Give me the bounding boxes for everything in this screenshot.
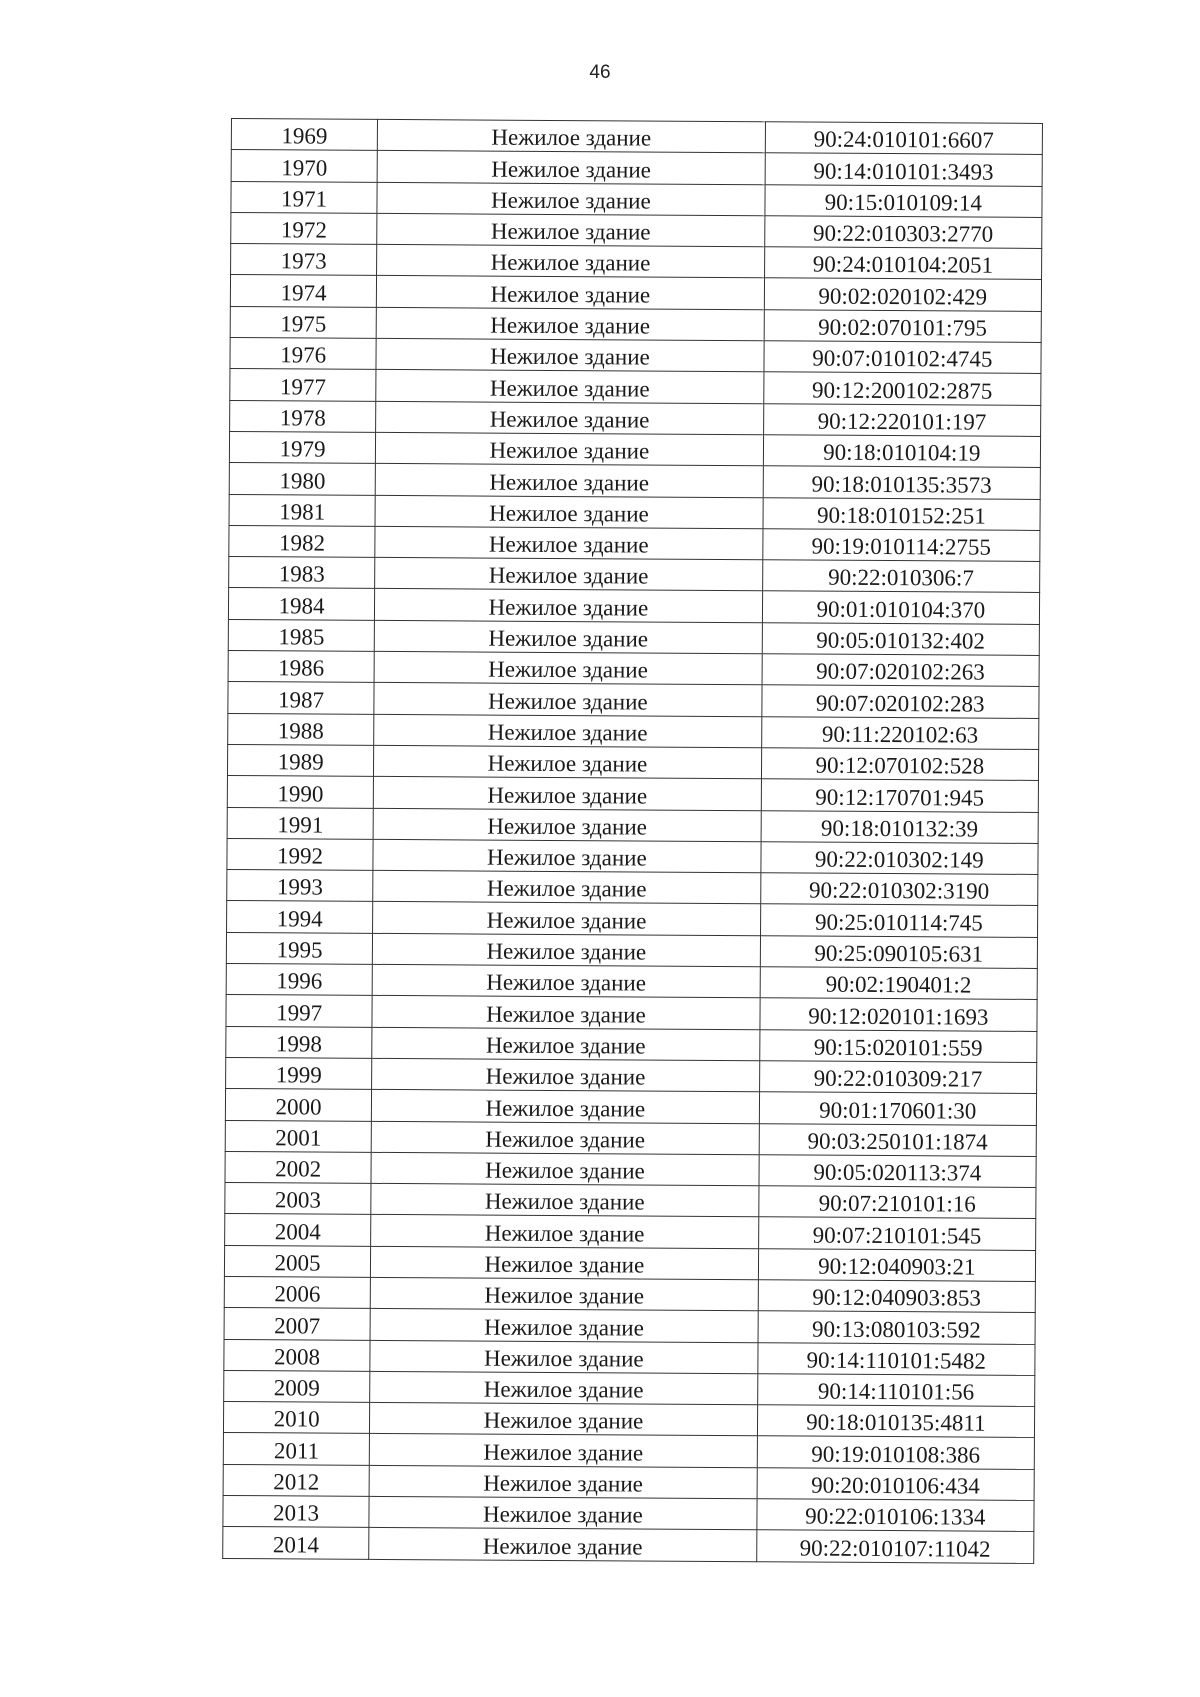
page-number: 46 [589,62,611,83]
object-type-cell: Нежилое здание [375,558,763,592]
cadastral-number-cell: 90:22:010303:2770 [764,216,1042,249]
cadastral-number-cell: 90:07:210101:545 [758,1217,1036,1250]
row-number-cell: 1969 [231,119,377,151]
row-number-cell: 2004 [225,1214,371,1246]
object-type-cell: Нежилое здание [372,996,760,1030]
cadastral-number-cell: 90:12:040903:21 [758,1248,1036,1281]
cadastral-number-cell: 90:22:010302:3190 [760,873,1038,906]
object-type-cell: Нежилое здание [377,276,765,310]
cadastral-number-cell: 90:18:010135:4811 [757,1405,1035,1438]
object-type-cell: Нежилое здание [371,1215,759,1249]
row-number-cell: 1990 [227,776,373,808]
cadastral-number-cell: 90:02:070101:795 [764,310,1042,343]
object-type-cell: Нежилое здание [370,1340,758,1374]
cadastral-number-cell: 90:14:010101:3493 [765,153,1043,186]
row-number-cell: 1978 [230,400,376,432]
row-number-cell: 1989 [227,744,373,776]
object-type-cell: Нежилое здание [371,1183,759,1217]
table-row [229,494,1040,530]
object-type-cell: Нежилое здание [371,1121,759,1155]
row-number-cell: 2009 [224,1370,370,1402]
table-row [229,557,1040,593]
object-type-cell: Нежилое здание [370,1277,758,1311]
row-number-cell: 2002 [225,1151,371,1183]
row-number-cell: 1971 [231,181,377,213]
row-number-cell: 1992 [227,838,373,870]
object-type-cell: Нежилое здание [371,1246,759,1280]
object-type-cell: Нежилое здание [369,1496,757,1530]
cadastral-number-cell: 90:18:010152:251 [763,497,1041,530]
cadastral-number-cell: 90:02:020102:429 [764,278,1042,311]
table-row [228,619,1039,655]
object-type-cell: Нежилое здание [377,182,765,216]
row-number-cell: 1986 [228,651,374,683]
cadastral-number-cell: 90:13:080103:592 [758,1311,1036,1344]
object-type-cell: Нежилое здание [374,714,762,748]
table-row [226,1026,1037,1062]
table-row [228,682,1039,718]
row-number-cell: 2001 [225,1120,371,1152]
table-row [231,244,1042,280]
table-row [223,1402,1034,1438]
table-row [231,150,1042,186]
object-type-cell: Нежилое здание [377,213,765,247]
cadastral-number-cell: 90:11:220102:63 [761,716,1039,749]
row-number-cell: 1991 [227,807,373,839]
row-number-cell: 1988 [228,713,374,745]
table-row [227,838,1038,874]
object-type-cell: Нежилое здание [370,1403,758,1437]
row-number-cell: 2000 [225,1089,371,1121]
cadastral-number-cell: 90:07:020102:263 [762,654,1040,687]
cadastral-number-cell: 90:03:250101:1874 [759,1123,1037,1156]
object-type-cell: Нежилое здание [374,620,762,654]
cadastral-number-cell: 90:22:010106:1334 [757,1499,1035,1532]
cadastral-number-cell: 90:22:010306:7 [762,560,1040,593]
table-row [224,1339,1035,1375]
cadastral-number-cell: 90:22:010107:11042 [756,1530,1034,1563]
object-type-cell: Нежилое здание [373,777,761,811]
table-row [227,807,1038,843]
row-number-cell: 1980 [229,463,375,495]
cadastral-number-cell: 90:07:010102:4745 [764,341,1042,374]
cadastral-number-cell: 90:19:010108:386 [757,1436,1035,1469]
object-type-cell: Нежилое здание [377,119,765,153]
cadastral-number-cell: 90:05:020113:374 [759,1155,1037,1188]
cadastral-number-cell: 90:24:010101:6607 [765,122,1043,155]
cadastral-number-cell: 90:19:010114:2755 [762,529,1040,562]
table-row [228,651,1039,687]
row-number-cell: 1985 [228,619,374,651]
object-type-cell: Нежилое здание [369,1528,757,1562]
row-number-cell: 1987 [228,682,374,714]
table-row [224,1245,1035,1281]
object-type-cell: Нежилое здание [371,1152,759,1186]
cadastral-number-cell: 90:12:200102:2875 [763,372,1041,405]
object-type-cell: Нежилое здание [375,526,763,560]
table-row [223,1527,1034,1563]
cadastral-number-cell: 90:18:010132:39 [761,810,1039,843]
registry-table [222,118,1043,1564]
object-type-cell: Нежилое здание [376,307,764,341]
table-row [231,212,1042,248]
cadastral-number-cell: 90:15:020101:559 [759,1029,1037,1062]
row-number-cell: 1999 [226,1057,372,1089]
table-row [230,338,1041,374]
object-type-cell: Нежилое здание [374,745,762,779]
table-row [228,588,1039,624]
object-type-cell: Нежилое здание [372,1027,760,1061]
table-row [230,306,1041,342]
row-number-cell: 2007 [224,1308,370,1340]
table-row [229,431,1040,467]
row-number-cell: 2006 [224,1276,370,1308]
table-body [223,119,1043,1564]
cadastral-number-cell: 90:14:110101:5482 [757,1342,1035,1375]
cadastral-number-cell: 90:18:010135:3573 [763,466,1041,499]
cadastral-number-cell: 90:24:010104:2051 [764,247,1042,280]
table-row [226,1057,1037,1093]
object-type-cell: Нежилое здание [373,839,761,873]
object-type-cell: Нежилое здание [375,589,763,623]
row-number-cell: 2011 [223,1433,369,1465]
table-row [225,1089,1036,1125]
object-type-cell: Нежилое здание [376,432,764,466]
object-type-cell: Нежилое здание [376,370,764,404]
table-row [227,744,1038,780]
cadastral-number-cell: 90:12:220101:197 [763,403,1041,436]
object-type-cell: Нежилое здание [375,464,763,498]
object-type-cell: Нежилое здание [373,933,761,967]
row-number-cell: 1974 [230,275,376,307]
table-row [230,400,1041,436]
table-row [230,275,1041,311]
table-row [227,901,1038,937]
table-row [223,1464,1034,1500]
table-row [224,1308,1035,1344]
row-number-cell: 1995 [226,932,372,964]
cadastral-number-cell: 90:18:010104:19 [763,435,1041,468]
table-row [226,932,1037,968]
row-number-cell: 1993 [227,870,373,902]
row-number-cell: 2010 [223,1402,369,1434]
row-number-cell: 1981 [229,494,375,526]
table-row [226,995,1037,1031]
object-type-cell: Нежилое здание [369,1434,757,1468]
cadastral-number-cell: 90:01:170601:30 [759,1092,1037,1125]
row-number-cell: 2013 [223,1496,369,1528]
cadastral-number-cell: 90:14:110101:56 [757,1374,1035,1407]
cadastral-number-cell: 90:12:020101:1693 [760,998,1038,1031]
object-type-cell: Нежилое здание [373,871,761,905]
cadastral-number-cell: 90:05:010132:402 [762,623,1040,656]
cadastral-number-cell: 90:22:010309:217 [759,1061,1037,1094]
row-number-cell: 1973 [231,244,377,276]
cadastral-number-cell: 90:20:010106:434 [757,1468,1035,1501]
row-number-cell: 1975 [230,306,376,338]
cadastral-number-cell: 90:12:070102:528 [761,748,1039,781]
table-row [225,1120,1036,1156]
object-type-cell: Нежилое здание [376,338,764,372]
row-number-cell: 1983 [229,557,375,589]
row-number-cell: 2003 [225,1183,371,1215]
table-row [229,525,1040,561]
cadastral-number-cell: 90:25:090105:631 [760,935,1038,968]
cadastral-number-cell: 90:25:010114:745 [760,904,1038,937]
table-row [224,1276,1035,1312]
row-number-cell: 1970 [231,150,377,182]
row-number-cell: 2014 [223,1527,369,1559]
table-row [228,713,1039,749]
row-number-cell: 1997 [226,995,372,1027]
table-row [231,181,1042,217]
object-type-cell: Нежилое здание [373,808,761,842]
object-type-cell: Нежилое здание [370,1309,758,1343]
row-number-cell: 1996 [226,964,372,996]
object-type-cell: Нежилое здание [375,495,763,529]
cadastral-number-cell: 90:07:020102:283 [761,685,1039,718]
cadastral-number-cell: 90:07:210101:16 [758,1186,1036,1219]
object-type-cell: Нежилое здание [369,1465,757,1499]
table-row [230,369,1041,405]
row-number-cell: 1976 [230,338,376,370]
table-row [224,1370,1035,1406]
cadastral-number-cell: 90:02:190401:2 [760,967,1038,1000]
object-type-cell: Нежилое здание [372,1090,760,1124]
table-row [223,1496,1034,1532]
cadastral-number-cell: 90:01:010104:370 [762,591,1040,624]
row-number-cell: 1998 [226,1026,372,1058]
object-type-cell: Нежилое здание [373,902,761,936]
row-number-cell: 1977 [230,369,376,401]
table-row [227,870,1038,906]
row-number-cell: 2008 [224,1339,370,1371]
row-number-cell: 1972 [231,212,377,244]
table-row [231,119,1042,155]
table-row [225,1214,1036,1250]
object-type-cell: Нежилое здание [370,1371,758,1405]
object-type-cell: Нежилое здание [374,683,762,717]
cadastral-number-cell: 90:12:040903:853 [758,1280,1036,1313]
row-number-cell: 2012 [223,1464,369,1496]
cadastral-number-cell: 90:12:170701:945 [761,779,1039,812]
table-row [225,1151,1036,1187]
row-number-cell: 1984 [228,588,374,620]
cadastral-number-cell: 90:22:010302:149 [761,842,1039,875]
table-row [225,1183,1036,1219]
object-type-cell: Нежилое здание [377,245,765,279]
row-number-cell: 2005 [224,1245,370,1277]
cadastral-number-cell: 90:15:010109:14 [765,184,1043,217]
row-number-cell: 1979 [229,431,375,463]
row-number-cell: 1982 [229,525,375,557]
object-type-cell: Нежилое здание [376,401,764,435]
object-type-cell: Нежилое здание [377,151,765,185]
object-type-cell: Нежилое здание [372,964,760,998]
object-type-cell: Нежилое здание [374,651,762,685]
table-row [226,964,1037,1000]
table-row [227,776,1038,812]
table-row [229,463,1040,499]
row-number-cell: 1994 [227,901,373,933]
object-type-cell: Нежилое здание [372,1058,760,1092]
table-row [223,1433,1034,1469]
